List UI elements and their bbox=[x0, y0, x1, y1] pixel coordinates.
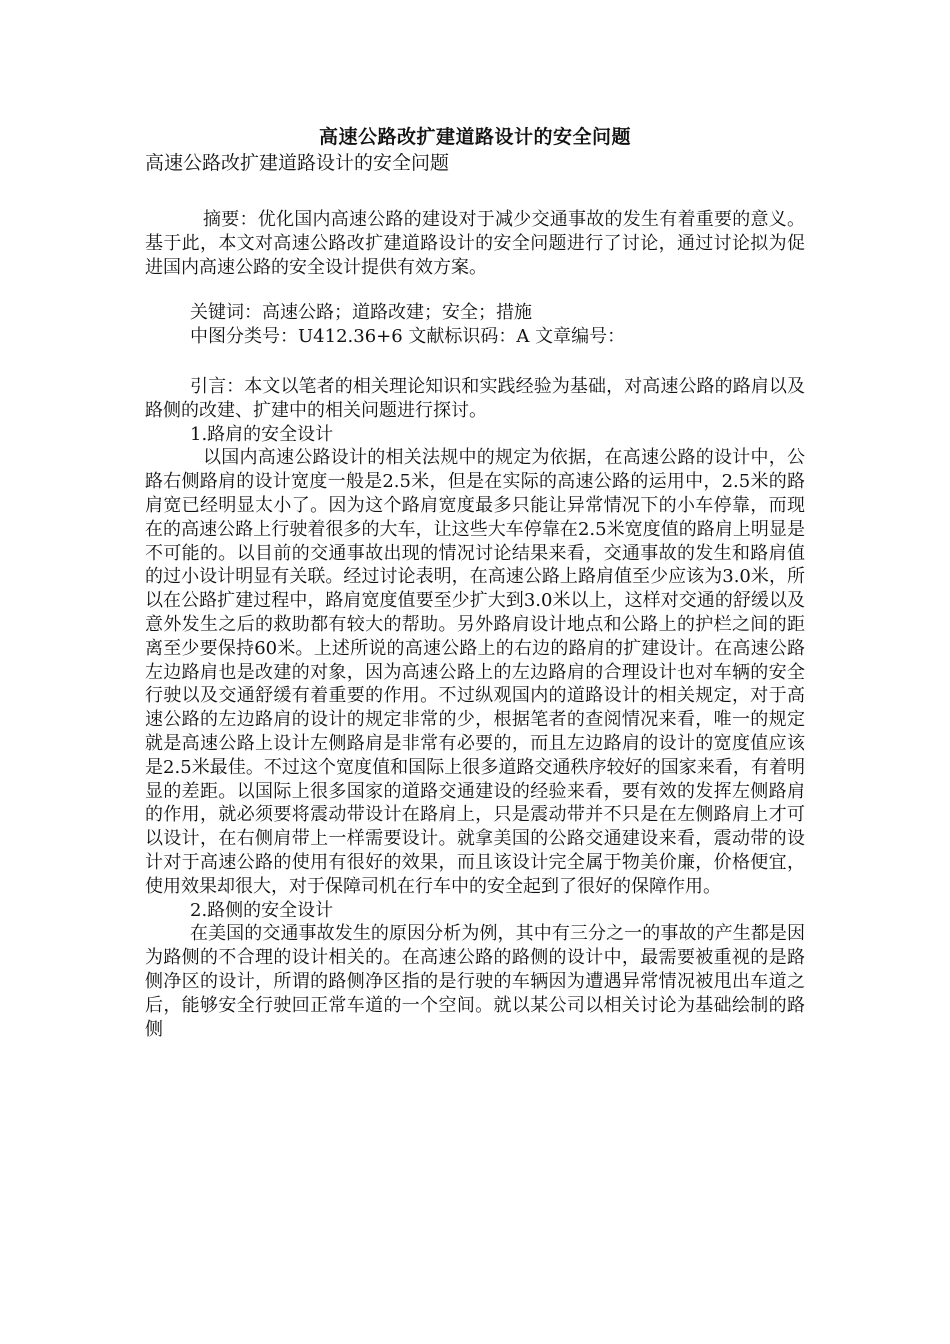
section-body-2: 在美国的交通事故发生的原因分析为例，其中有三分之一的事故的产生都是因为路侧的不合理的设计相关的。在高速公路的路侧的设计中，最需要被重视的是路侧净区的设计，所谓的路侧净区指的是行驶的车辆因为遭遇异常情况被甩出车道之后，能够安全行驶回正常车道的一个空间。就以某公司以相关讨论为基础绘制的路侧 bbox=[145, 923, 805, 1040]
classification-line: 中图分类号：U412.36+6 文献标识码：A 文章编号： bbox=[190, 326, 626, 348]
keywords-line: 关键词：高速公路；道路改建；安全；措施 bbox=[190, 302, 532, 324]
section-heading-2: 2.路侧的安全设计 bbox=[190, 899, 334, 921]
spacer bbox=[145, 349, 805, 375]
document-page bbox=[145, 124, 805, 1041]
document-subtitle: 高速公路改扩建道路设计的安全问题 bbox=[145, 152, 450, 174]
spacer bbox=[145, 176, 805, 208]
section-body-1: 以国内高速公路设计的相关法规中的规定为依据，在高速公路的设计中，公路右侧路肩的设计宽度一般是2.5米，但是在实际的高速公路的运用中，2.5米的路肩宽已经明显太小了。因为这个路肩宽度最多只能让异常情况下的小车停靠，而现在的高速公路上行驶着很多的大车，让这些大车停靠在2.5米宽度值的路肩上明显是不可能的。以目前的交通事故出现的情况讨论结果来看，交通事故的发生和路肩值的过小设计明显有关联。经过讨论表明，在高速公路上路肩值至少应该为3.0米，所以在公路扩建过程中，路肩宽度值要至少扩大到3.0米以上，这样对交通的舒缓以及意外发生之后的救助都有较大的帮助。另外路肩设计地点和公路上的护栏之间的距离至少要保持60米。上述所说的高速公路上的右边的路肩的扩建设计。在高速公路左边路肩也是改建的对象，因为高速公路上的左边路肩的合理设计也对车辆的安全行驶以及交通舒缓有着重要的作用。不过纵观国内的道路设计的相关规定，对于高速公路的左边路肩的设计的规定非常的少，根据笔者的查阅情况来看，唯一的规定就是高速公路上设计左侧路肩是非常有必要的，而且左边路肩的设计的宽度值应该是2.5米最佳。不过这个宽度值和国际上很多道路交通秩序较好的国家来看，有着明显的差距。以国际上很多国家的道路交通建设的经验来看，要有效的发挥左侧路肩的作用，就必须要将震动带设计在路肩上，只是震动带并不只是在左侧路肩上才可以设计，在右侧肩带上一样需要设计。就拿美国的公路交通建设来看，震动带的设计对于高速公路的使用有很好的效果，而且该设计完全属于物美价廉，价格便宜，使用效果却很大，对于保障司机在行车中的安全起到了很好的保障作用。 bbox=[145, 447, 805, 897]
section-heading-1: 1.路肩的安全设计 bbox=[190, 423, 334, 445]
abstract-paragraph: 摘要：优化国内高速公路的建设对于减少交通事故的发生有着重要的意义。基于此，本文对高速公路改扩建道路设计的安全问题进行了讨论，通过讨论拟为促进国内高速公路的安全设计提供有效方案。 bbox=[145, 209, 805, 278]
spacer bbox=[145, 279, 805, 301]
intro-paragraph: 引言：本文以笔者的相关理论知识和实践经验为基础，对高速公路的路肩以及路侧的改建、扩建中的相关问题进行探讨。 bbox=[145, 375, 805, 421]
document-title: 高速公路改扩建道路设计的安全问题 bbox=[318, 126, 631, 148]
